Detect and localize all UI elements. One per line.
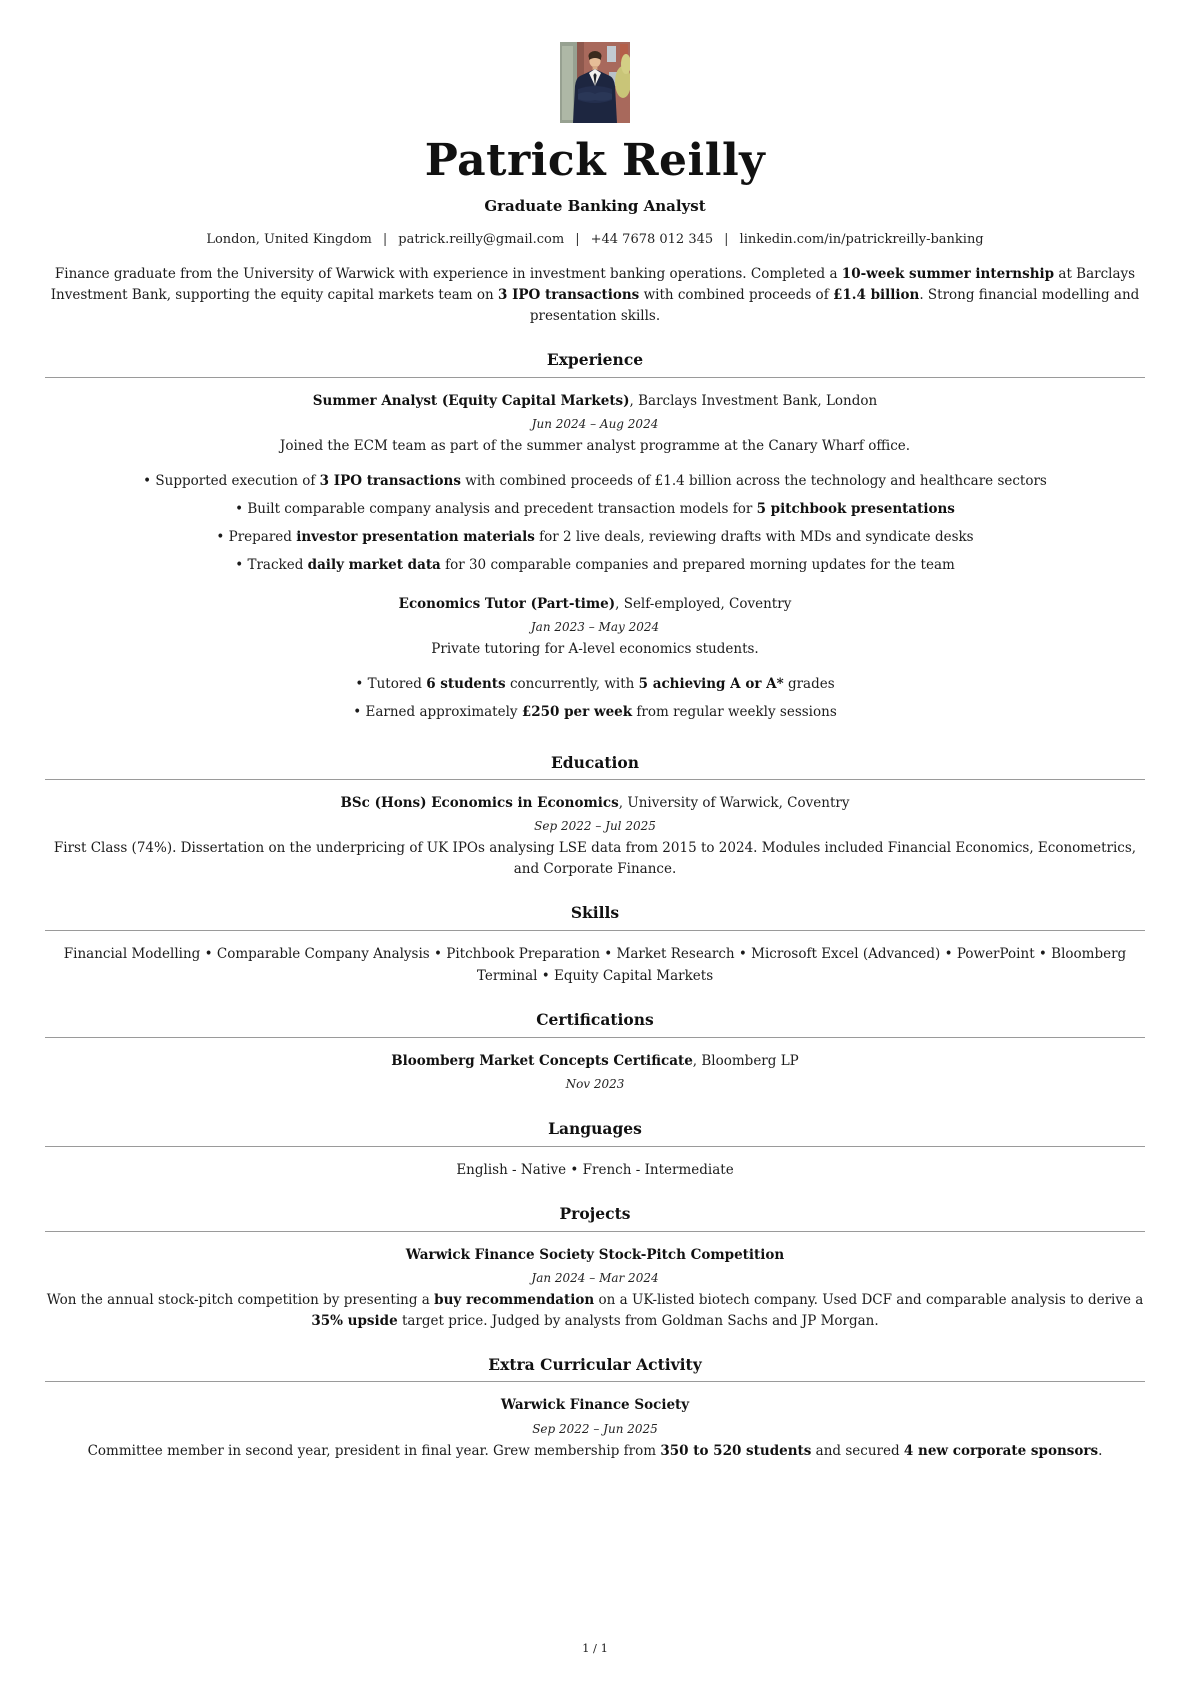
entry-description: Joined the ECM team as part of the summer analyst programme at the Canary Wharf office. xyxy=(279,438,911,454)
experience-entry xyxy=(45,391,1145,576)
contact-separator: | xyxy=(382,231,388,247)
bullet-item: • Prepared investor presentation materials for 2 live deals, reviewing drafts with MDs and syndicate desks xyxy=(45,527,1145,548)
section-heading-extracurricular: Extra Curricular Activity xyxy=(488,1354,702,1374)
section-divider xyxy=(45,1381,1145,1382)
resume-header xyxy=(45,42,1145,327)
section-education xyxy=(45,730,1145,881)
entry-title: Warwick Finance Society Stock-Pitch Competition xyxy=(405,1246,785,1263)
entry-title: Warwick Finance Society xyxy=(500,1397,690,1414)
profile-photo-image xyxy=(560,42,630,123)
page-number: 1 / 1 xyxy=(582,1640,608,1655)
section-heading-experience: Experience xyxy=(546,350,644,370)
certification-entry xyxy=(45,1051,1145,1093)
contact-linkedin: linkedin.com/in/patrickreilly-banking xyxy=(739,231,984,247)
entry-title: Economics Tutor (Part-time), Self-employed, Coventry xyxy=(398,595,792,612)
contact-separator: | xyxy=(724,231,729,247)
contact-phone: +44 7678 012 345 xyxy=(590,231,714,247)
contact-separator: | xyxy=(575,231,580,247)
bullet-list xyxy=(45,471,1145,576)
skills-list: Financial Modelling • Comparable Company Analysis • Pitchbook Preparation • Market Research • Microsoft Excel (Advanced) • PowerPoint • Bloomberg Terminal • Equity Capital Markets xyxy=(63,945,1127,984)
bullet-item: • Built comparable company analysis and precedent transaction models for 5 pitchbook presentations xyxy=(45,499,1145,520)
entry-description: First Class (74%). Dissertation on the underpricing of UK IPOs analysing LSE data from 2015 to 2024. Modules included Financial Economics, Econometrics, and Corporate Finance. xyxy=(53,840,1137,878)
section-projects xyxy=(45,1181,1145,1332)
extracurricular-entry xyxy=(45,1395,1145,1461)
section-divider xyxy=(45,779,1145,780)
bullet-item: • Tracked daily market data for 30 comparable companies and prepared morning updates for the team xyxy=(45,555,1145,576)
entry-dates: Sep 2022 – Jul 2025 xyxy=(534,819,656,834)
section-divider xyxy=(45,1037,1145,1038)
section-divider xyxy=(45,1231,1145,1232)
education-entry xyxy=(45,793,1145,880)
section-experience xyxy=(45,327,1145,729)
bullet-item: • Tutored 6 students concurrently, with 5 achieving A or A* grades xyxy=(45,674,1145,695)
entry-title: BSc (Hons) Economics in Economics, University of Warwick, Coventry xyxy=(340,795,850,812)
entry-dates: Jan 2024 – Mar 2024 xyxy=(531,1270,659,1285)
candidate-title: Graduate Banking Analyst xyxy=(484,197,706,216)
entry-dates: Nov 2023 xyxy=(565,1076,625,1091)
bullet-list xyxy=(45,674,1145,723)
section-heading-certifications: Certifications xyxy=(536,1010,654,1030)
bullet-item: • Supported execution of 3 IPO transactions with combined proceeds of £1.4 billion across the technology and healthcare sectors xyxy=(45,471,1145,492)
section-divider xyxy=(45,930,1145,931)
entry-title: Summer Analyst (Equity Capital Markets), Barclays Investment Bank, London xyxy=(312,392,878,409)
section-heading-languages: Languages xyxy=(548,1118,642,1138)
entry-dates: Sep 2022 – Jun 2025 xyxy=(532,1421,658,1436)
project-entry xyxy=(45,1245,1145,1332)
entry-description: Private tutoring for A-level economics students. xyxy=(431,640,759,657)
section-heading-education: Education xyxy=(550,752,640,772)
entry-description: Committee member in second year, president in final year. Grew membership from 350 to 520 students and secured 4 new corporate sponsors. xyxy=(87,1442,1103,1459)
profile-photo xyxy=(560,42,630,123)
section-heading-skills: Skills xyxy=(570,903,620,923)
section-heading-projects: Projects xyxy=(559,1204,631,1224)
professional-summary: Finance graduate from the University of Warwick with experience in investment banking operations. Completed a 10-week summer internship at Barclays Investment Bank, supporting the equity capital markets team on 3 IPO transactions with combined proceeds of £1.4 billion. Strong financial modelling and presentation skills. xyxy=(50,266,1140,325)
entry-title: Bloomberg Market Concepts Certificate, Bloomberg LP xyxy=(391,1052,799,1069)
bullet-item: • Earned approximately £250 per week from regular weekly sessions xyxy=(45,702,1145,723)
entry-dates: Jun 2024 – Aug 2024 xyxy=(531,417,659,431)
entry-description: Won the annual stock-pitch competition by presenting a buy recommendation on a UK-listed biotech company. Used DCF and comparable analysis to derive a 35% upside target price. Judged by analysts from Goldman Sachs and JP Morgan. xyxy=(46,1291,1144,1329)
section-divider xyxy=(45,377,1145,378)
section-languages xyxy=(45,1096,1145,1181)
section-extracurricular xyxy=(45,1332,1145,1462)
section-skills xyxy=(45,880,1145,987)
entry-dates: Jan 2023 – May 2024 xyxy=(530,619,660,634)
languages-list: English - Native • French - Intermediate xyxy=(456,1161,734,1178)
section-divider xyxy=(45,1146,1145,1147)
contact-line xyxy=(45,230,1145,250)
candidate-name: Patrick Reilly xyxy=(424,135,766,186)
contact-location: London, United Kingdom xyxy=(206,231,372,247)
contact-email: patrick.reilly@gmail.com xyxy=(398,231,565,247)
section-certifications xyxy=(45,987,1145,1096)
experience-entry xyxy=(45,594,1145,723)
